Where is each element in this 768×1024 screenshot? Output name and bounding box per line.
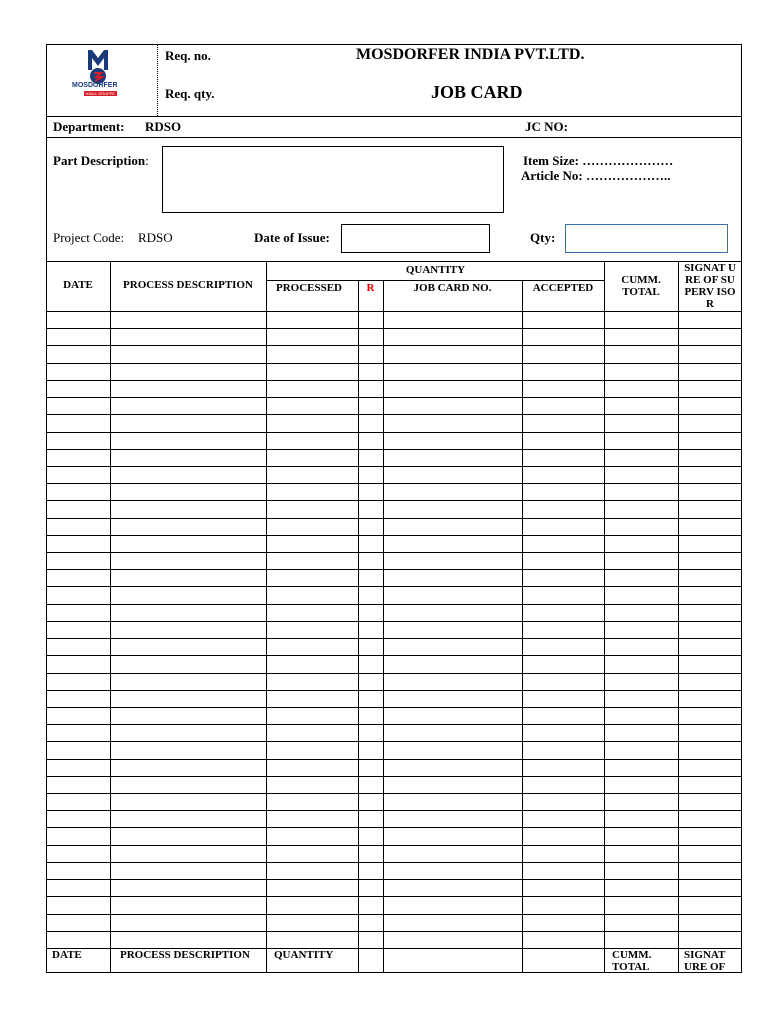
table-row [46,569,742,570]
col-header-accepted: ACCEPTED [532,282,594,294]
table-row [46,655,742,656]
logo-sub-text: KNILL GRUPPE [86,91,115,96]
table-row [46,328,742,329]
table-row [46,466,742,467]
footer-cumm-total: CUMM. TOTAL [612,949,652,973]
logo-brand-text: MOSDORFER [72,82,118,89]
col-divider-date [110,261,111,973]
col-divider-r [383,280,384,973]
req-qty-label: Req. qty. [165,86,215,101]
item-size-label: Item Size: ………………… [523,153,674,168]
part-description-field[interactable] [162,146,504,213]
table-row [46,586,742,587]
table-row [46,621,742,622]
table-row [46,741,742,742]
mosdorfer-logo-icon [68,46,128,102]
table-row [46,759,742,760]
table-row [46,552,742,553]
table-row [46,827,742,828]
project-code-value: RDSO [138,230,173,245]
table-row [46,862,742,863]
col-divider-process [266,261,267,973]
table-row [46,673,742,674]
col-divider-accepted [604,261,605,973]
col-header-quantity: QUANTITY [405,264,466,276]
col-header-r: R [366,282,375,294]
table-row [46,896,742,897]
table-row [46,810,742,811]
col-header-signature: SIGNAT URE OF SUPERV ISOR [684,262,736,310]
header-bottom-rule [46,116,742,117]
quantity-sub-rule [267,280,604,281]
table-top-rule [46,261,742,262]
table-row [46,931,742,932]
table-row [46,638,742,639]
table-row [46,311,742,312]
table-row [46,535,742,536]
col-header-date: DATE [63,279,93,291]
part-description-colon: : [145,153,149,168]
table-row [46,604,742,605]
footer-process-description: PROCESS DESCRIPTION [120,949,250,961]
table-row [46,518,742,519]
col-divider-jobcard [522,280,523,973]
table-row [46,879,742,880]
table-row [46,724,742,725]
project-code-label: Project Code: [53,230,125,245]
req-no-label: Req. no. [165,48,211,63]
department-label: Department: [53,119,125,134]
table-row [46,500,742,501]
table-row [46,345,742,346]
jc-no-label: JC NO: [525,119,568,134]
table-row [46,414,742,415]
table-row [46,793,742,794]
logo-divider [157,44,158,116]
col-header-cumm-total: CUMM. TOTAL [621,274,661,298]
col-header-processed: PROCESSED [275,282,343,294]
date-of-issue-label: Date of Issue: [254,230,330,245]
part-description-label: Part Description [53,153,146,168]
table-row [46,432,742,433]
col-header-process-description: PROCESS DESCRIPTION [123,279,253,291]
table-row [46,707,742,708]
footer-quantity: QUANTITY [274,949,334,961]
date-of-issue-field[interactable] [341,224,490,253]
qty-label: Qty: [530,230,556,245]
col-divider-cumm [678,261,679,973]
table-row [46,690,742,691]
table-row [46,845,742,846]
table-row [46,449,742,450]
department-value: RDSO [145,119,182,134]
footer-signature: SIGNAT URE OF [684,949,726,973]
table-row [46,397,742,398]
col-divider-processed [358,280,359,973]
table-row [46,363,742,364]
col-header-job-card-no: JOB CARD NO. [413,282,492,294]
table-row [46,776,742,777]
footer-date: DATE [52,949,82,961]
qty-field[interactable] [565,224,728,253]
page-title: JOB CARD [431,82,523,102]
table-row [46,914,742,915]
department-row-rule [46,137,742,138]
table-row [46,483,742,484]
table-row [46,380,742,381]
company-name: MOSDORFER INDIA PVT.LTD. [356,46,585,63]
article-no-label: Article No: ……………….. [521,168,671,183]
